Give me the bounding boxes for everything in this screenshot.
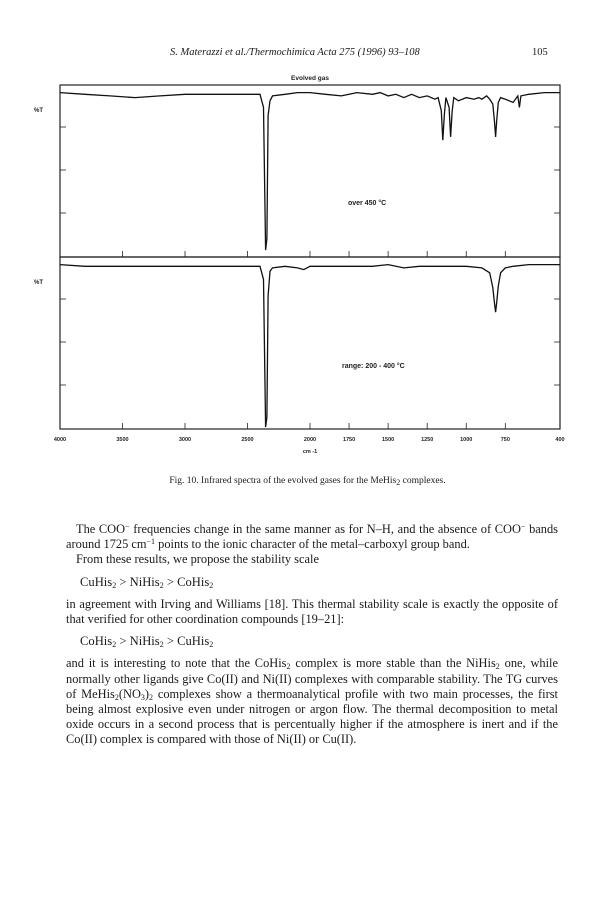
figure-caption: Fig. 10. Infrared spectra of the evolved gases for the MeHis$_2$ complexes. — [169, 476, 446, 487]
ir-spectra-figure — [0, 70, 615, 470]
panel-top-frame — [60, 85, 560, 257]
x-tick-label: 400 — [555, 437, 565, 443]
paragraph-coo: The COO− frequencies change in the same manner as for N–H, and the absence of COO− bands around 1725 $cm^{-1}$ points to the ionic character of the metal–carboxyl group band. — [66, 522, 558, 552]
running-header — [0, 47, 615, 63]
x-tick-label: 1250 — [421, 437, 434, 443]
paragraph-stability-intro: From these results, we propose the stability scale — [76, 552, 319, 567]
panel-bottom-frame — [60, 257, 560, 429]
running-head: S. Materazzi et al./Thermochimica Acta 275 (1996) 93–108 — [170, 47, 420, 58]
x-tick-label: 750 — [500, 437, 510, 443]
panel-bottom-ylabel: %T — [34, 280, 43, 286]
body-text — [66, 522, 558, 748]
panel-top-ylabel: %T — [34, 108, 43, 114]
paragraph-cohis-stability: and it is interesting to note that the CoHis$_2$ complex is more stable than the NiHis$_2$ one, while normally other ligands give Co(II) and Ni(II) complexes with comparable stability. The TG curves of $MeHis_2(NO_3)_2$ complexes show a thermoanalytical profile with two main processes, the first being almost explosive even under nitrogen or argon flow. The thermal decomposition to metal oxide occurs in a second process that is percentually higher if the atmosphere is inert and if the Co(II) complex is compared with those of Ni(II) or Cu(II). — [66, 656, 558, 747]
x-tick-label: 1750 — [342, 437, 356, 443]
figure-title: Evolved gas — [291, 75, 329, 82]
x-tick-label: 2000 — [303, 437, 317, 443]
stability-scale-2: CoHis$_2$ > NiHis$_2$ > CuHis$_2$ — [80, 634, 214, 650]
panel-top-annotation: over 450 °C — [348, 200, 387, 207]
spectrum-over-450 — [60, 93, 560, 251]
page-number: 105 — [532, 47, 548, 58]
x-tick-label: 4000 — [53, 437, 67, 443]
x-tick-label: 1500 — [382, 437, 395, 443]
x-tick-label: 1000 — [460, 437, 473, 443]
x-tick-label: 3500 — [116, 437, 129, 443]
x-tick-label: 3000 — [178, 437, 192, 443]
spectrum-200-400 — [60, 265, 560, 427]
x-tick-label: 2500 — [241, 437, 254, 443]
x-axis-label: cm -1 — [302, 449, 318, 455]
paragraph-irving-williams: in agreement with Irving and Williams [18]. This thermal stability scale is exactly the opposite of that verified for other coordination compounds [19–21]: — [66, 596, 558, 627]
x-axis — [54, 251, 565, 443]
panel-bottom-annotation: range: 200 - 400 °C — [342, 363, 405, 370]
stability-scale-1: CuHis$_2$ > NiHis$_2$ > CoHis$_2$ — [80, 574, 214, 590]
